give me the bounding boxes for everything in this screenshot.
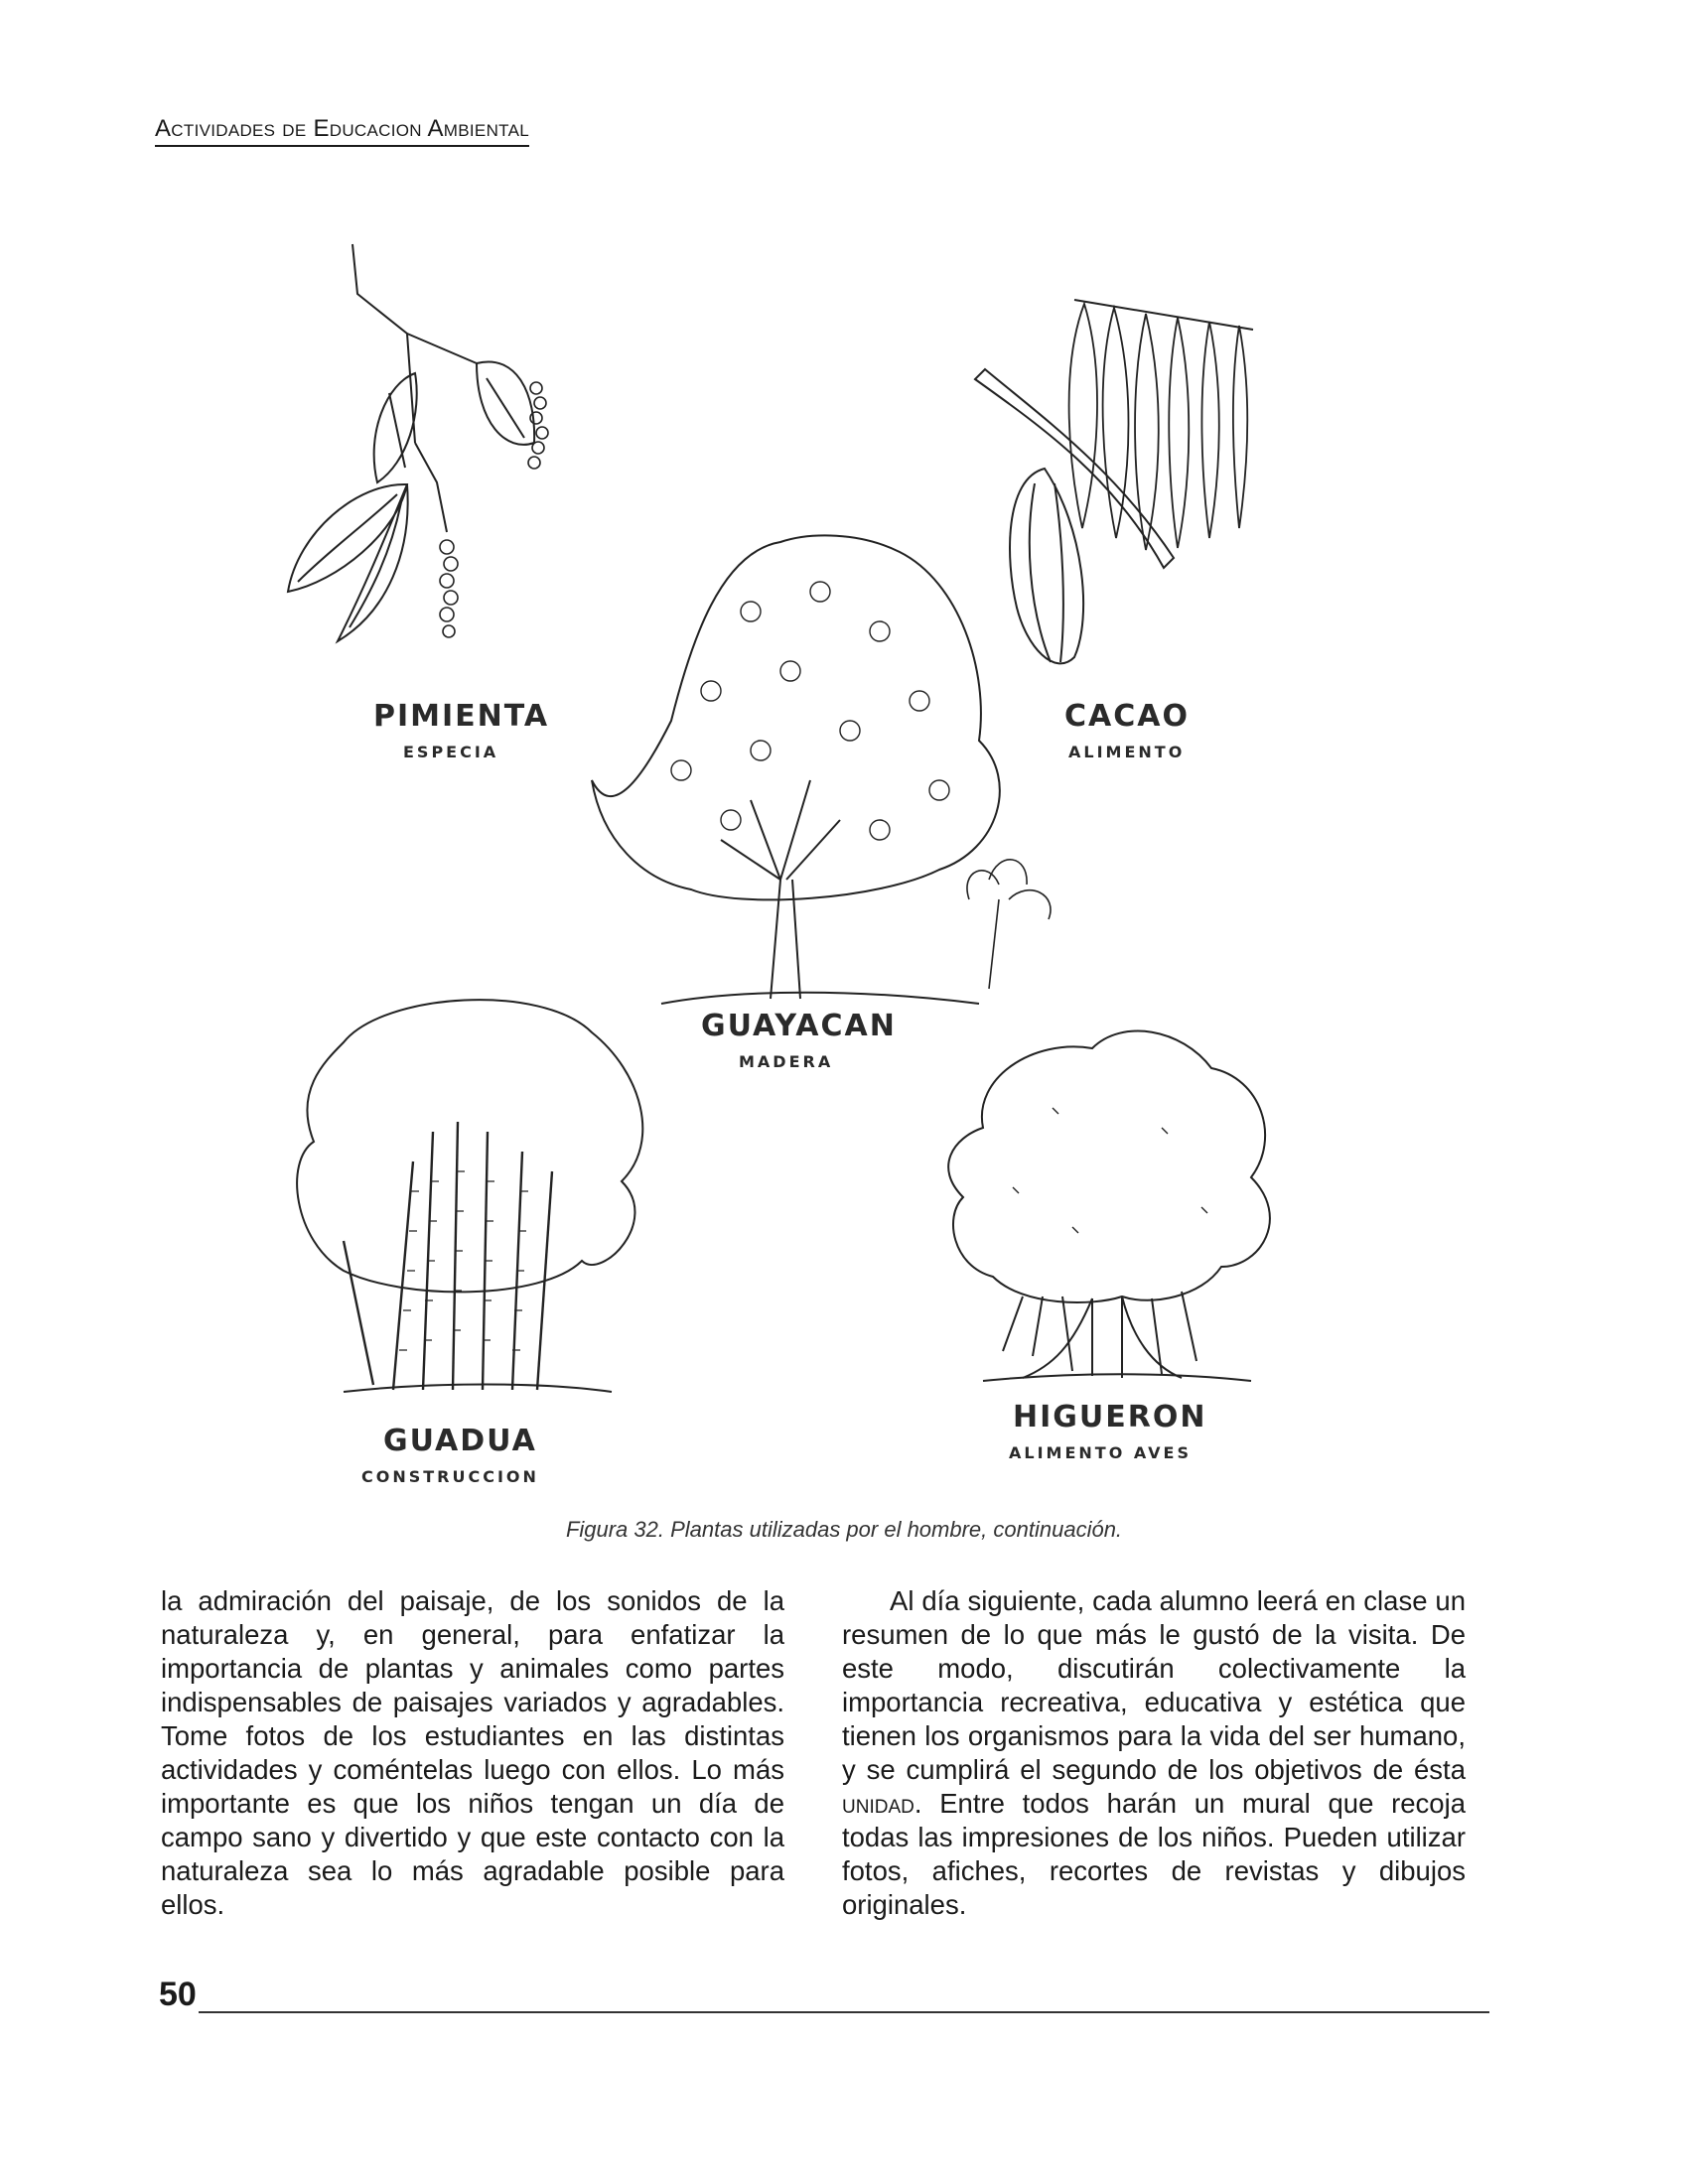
guadua-illustration [284,983,661,1400]
plant-use-guadua: CONSTRUCCION [361,1467,539,1486]
plant-name-guadua: GUADUA [383,1424,537,1458]
guayacan-illustration [582,522,1068,1017]
figure-caption: Figura 32. Plantas utilizadas por el hombre, continuación. [565,1517,1123,1542]
plant-name-guayacan: GUAYACAN [701,1009,897,1043]
plant-use-cacao: ALIMENTO [1068,743,1186,761]
plant-use-guayacan: MADERA [739,1052,834,1071]
plant-use-higueron: ALIMENTO AVES [1009,1443,1192,1462]
plant-use-pimienta: ESPECIA [403,743,499,761]
footer-rule [199,2011,1489,2013]
page-number: 50 [159,1976,197,2013]
plant-name-pimienta: PIMIENTA [373,699,550,734]
right-text-part1: Al día siguiente, cada alumno leerá en clase un resumen de lo que más le gustó de la visita. De este modo, discutirán colectivamente la importancia recreativa, educativa y estética que tienen los organismos para la vida del ser humano, y se cumplirá el segundo de los objetivos de ésta [842,1585,1466,1785]
body-column-right [842,1584,1466,1922]
plant-name-higueron: HIGUERON [1013,1400,1207,1434]
higueron-illustration [923,1009,1293,1386]
right-text-part2: . Entre todos harán un mural que recoja todas las impresiones de los niños. Pueden utilizar fotos, afiches, recortes de revistas y dibujos originales. [842,1788,1466,1920]
plant-name-cacao: CACAO [1064,699,1190,734]
body-column-left: la admiración del paisaje, de los sonidos de la naturaleza y, en general, para enfatizar la importancia de plantas y animales como partes indispensables de paisajes variados y agradables. Tome fotos de los estudiantes en las distintas actividades y coméntelas luego con ellos. Lo más importante es que los niños tengan un día de campo sano y divertido y que este contacto con la naturaleza sea lo más agradable posible para ellos. [161,1585,784,1920]
running-header: Actividades de Educacion Ambiental [155,115,529,147]
right-text-unidad: unidad [842,1788,914,1819]
pimienta-illustration [268,234,606,651]
